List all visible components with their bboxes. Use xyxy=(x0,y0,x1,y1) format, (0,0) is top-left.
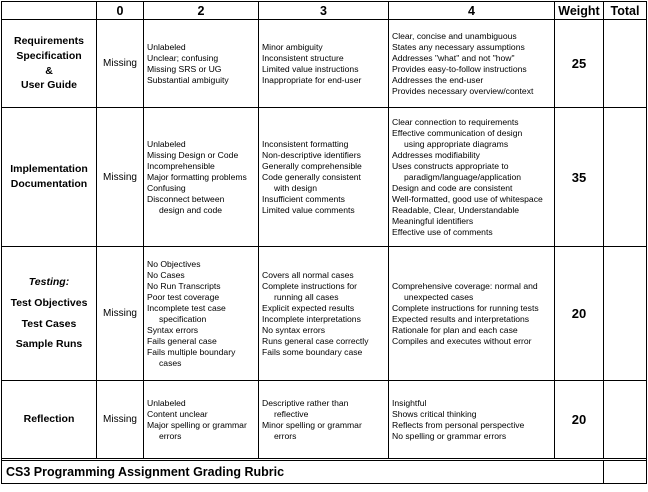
criterion-cell xyxy=(2,20,97,108)
rubric-title: CS3 Programming Assignment Grading Rubric xyxy=(2,461,604,484)
descriptor: Explicit expected results xyxy=(262,302,355,313)
criterion-line: Testing: xyxy=(28,275,70,288)
descriptor: Insufficient comments xyxy=(262,193,345,204)
descriptor: Unclear; confusing xyxy=(147,52,219,63)
descriptor: Minor spelling or grammar xyxy=(262,419,362,430)
descriptor: paradigm/language/application xyxy=(404,171,522,182)
descriptor: Covers all normal cases xyxy=(262,269,354,280)
descriptor: Runs general case correctly xyxy=(262,335,369,346)
descriptor: Effective use of comments xyxy=(392,226,493,237)
descriptor: Poor test coverage xyxy=(147,291,220,302)
weight-value: 35 xyxy=(555,108,604,247)
rubric-row-implementation xyxy=(2,108,647,247)
criterion-cell xyxy=(2,381,97,459)
descriptor: Incomplete test case xyxy=(147,302,226,313)
total-cell xyxy=(604,381,647,459)
descriptor: reflective xyxy=(274,408,309,419)
descriptor: Provides necessary overview/context xyxy=(392,85,534,96)
descriptor: Addresses modifiability xyxy=(392,149,480,160)
score-3-cell xyxy=(259,247,389,381)
descriptor: Expected results and interpretations xyxy=(392,313,530,324)
descriptor: Addresses "what" and not "how" xyxy=(392,52,515,63)
criterion-line: Test Objectives xyxy=(10,296,88,309)
descriptor: design and code xyxy=(159,204,223,215)
descriptor: Compiles and executes without error xyxy=(392,335,532,346)
descriptor: Shows critical thinking xyxy=(392,408,477,419)
descriptor: Disconnect between xyxy=(147,193,225,204)
score-4-cell xyxy=(389,108,555,247)
total-cell xyxy=(604,108,647,247)
descriptor: No syntax errors xyxy=(262,324,326,335)
descriptor: Descriptive rather than xyxy=(262,397,349,408)
footer-row xyxy=(2,461,647,484)
descriptor: Incomplete interpretations xyxy=(262,313,361,324)
descriptor: Fails some boundary case xyxy=(262,346,363,357)
descriptor: Missing Design or Code xyxy=(147,149,239,160)
score-2-cell xyxy=(144,381,259,459)
descriptor: Addresses the end-user xyxy=(392,74,484,85)
descriptor: Readable, Clear, Understandable xyxy=(392,204,520,215)
descriptor: Reflects from personal perspective xyxy=(392,419,525,430)
descriptor: Complete instructions for xyxy=(262,280,358,291)
descriptor: Provides easy-to-follow instructions xyxy=(392,63,527,74)
descriptor: Rationale for plan and each case xyxy=(392,324,518,335)
header-score-4: 4 xyxy=(389,2,555,20)
header-score-0: 0 xyxy=(97,2,144,20)
score-4-cell xyxy=(389,381,555,459)
descriptor: Unlabeled xyxy=(147,41,186,52)
descriptor: Fails multiple boundary xyxy=(147,346,236,357)
descriptor: errors xyxy=(159,430,182,441)
rubric-row-reflection xyxy=(2,381,647,459)
descriptor: Comprehensive coverage: normal and xyxy=(392,280,538,291)
weight-value: 25 xyxy=(555,20,604,108)
descriptor: unexpected cases xyxy=(404,291,474,302)
header-criteria xyxy=(2,2,97,20)
total-cell xyxy=(604,247,647,381)
score-2-cell xyxy=(144,247,259,381)
header-weight: Weight xyxy=(555,2,604,20)
score-2-cell xyxy=(144,20,259,108)
descriptor: Well-formatted, good use of whitespace xyxy=(392,193,543,204)
descriptor: Syntax errors xyxy=(147,324,199,335)
descriptor: Effective communication of design xyxy=(392,127,523,138)
criterion-line: Test Cases xyxy=(21,317,77,330)
descriptor: Clear connection to requirements xyxy=(392,116,519,127)
descriptor: No spelling or grammar errors xyxy=(392,430,507,441)
descriptor: Code generally consistent xyxy=(262,171,361,182)
header-score-2: 2 xyxy=(144,2,259,20)
descriptor: Design and code are consistent xyxy=(392,182,513,193)
rubric-row-testing xyxy=(2,247,647,381)
descriptor: Unlabeled xyxy=(147,138,186,149)
descriptor: States any necessary assumptions xyxy=(392,41,525,52)
criterion-line: Specification xyxy=(16,49,82,62)
descriptor: No Cases xyxy=(147,269,185,280)
criterion-line: & xyxy=(45,64,53,77)
criterion-line: User Guide xyxy=(20,79,78,92)
descriptor: Insightful xyxy=(392,397,427,408)
descriptor: Uses constructs appropriate to xyxy=(392,160,509,171)
score-0-cell: Missing xyxy=(97,20,144,108)
descriptor: Major formatting problems xyxy=(147,171,247,182)
descriptor: Missing SRS or UG xyxy=(147,63,222,74)
descriptor: with design xyxy=(274,182,317,193)
descriptor: Limited value comments xyxy=(262,204,355,215)
descriptor: Inconsistent structure xyxy=(262,52,344,63)
score-0-cell: Missing xyxy=(97,381,144,459)
descriptor: Inconsistent formatting xyxy=(262,138,349,149)
score-0-cell: Missing xyxy=(97,247,144,381)
score-3-cell xyxy=(259,381,389,459)
descriptor: Inappropriate for end-user xyxy=(262,74,362,85)
descriptor: Complete instructions for running tests xyxy=(392,302,539,313)
criterion-cell xyxy=(2,108,97,247)
score-0-cell: Missing xyxy=(97,108,144,247)
header-row xyxy=(2,2,647,20)
score-2-cell xyxy=(144,108,259,247)
descriptor: Substantial ambiguity xyxy=(147,74,229,85)
descriptor: using appropriate diagrams xyxy=(404,138,509,149)
descriptor: Confusing xyxy=(147,182,186,193)
score-4-cell xyxy=(389,20,555,108)
descriptor: Meaningful identifiers xyxy=(392,215,474,226)
descriptor: Clear, concise and unambiguous xyxy=(392,30,517,41)
descriptor: Minor ambiguity xyxy=(262,41,323,52)
weight-value: 20 xyxy=(555,381,604,459)
descriptor: Generally comprehensible xyxy=(262,160,362,171)
criterion-line: Documentation xyxy=(10,178,88,190)
descriptor: Fails general case xyxy=(147,335,217,346)
descriptor: errors xyxy=(274,430,297,441)
header-total: Total xyxy=(604,2,647,20)
descriptor: Content unclear xyxy=(147,408,208,419)
score-3-cell xyxy=(259,108,389,247)
score-3-cell xyxy=(259,20,389,108)
score-4-cell xyxy=(389,247,555,381)
criterion-line: Requirements xyxy=(13,34,85,47)
criterion-line: Implementation xyxy=(10,163,88,176)
descriptor: No Objectives xyxy=(147,258,201,269)
descriptor: Non-descriptive identifiers xyxy=(262,149,361,160)
descriptor: No Run Transcripts xyxy=(147,280,221,291)
descriptor: running all cases xyxy=(274,291,339,302)
descriptor: cases xyxy=(159,357,182,368)
descriptor: Unlabeled xyxy=(147,397,186,408)
total-cell xyxy=(604,20,647,108)
grading-rubric-table xyxy=(1,1,647,484)
criterion-line: Sample Runs xyxy=(15,338,83,351)
criterion-line: Reflection xyxy=(23,413,75,426)
rubric-row-requirements xyxy=(2,20,647,108)
header-score-3: 3 xyxy=(259,2,389,20)
criterion-cell xyxy=(2,247,97,381)
descriptor: Major spelling or grammar xyxy=(147,419,247,430)
descriptor: Limited value instructions xyxy=(262,63,359,74)
descriptor: Incomprehensible xyxy=(147,160,215,171)
weight-value: 20 xyxy=(555,247,604,381)
descriptor: specification xyxy=(159,313,207,324)
grand-total-cell xyxy=(604,461,647,484)
